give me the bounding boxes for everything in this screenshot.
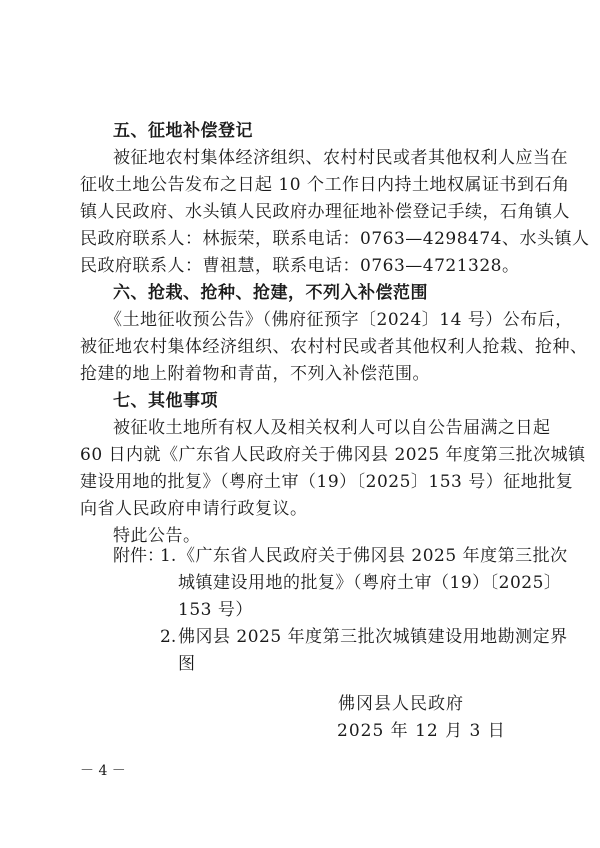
paragraph-line: 被征收土地所有权人及相关权利人可以自公告届满之日起 [113,418,551,438]
section-heading-5: 五、征地补偿登记 [113,121,253,141]
attachment-line: 《广东省人民政府关于佛冈县 2025 年度第三批次 [178,546,568,566]
paragraph-line: 建设用地的批复》（粤府土审（19）〔2025〕153 号）征地批复 [80,472,574,492]
page-number: － 4 － [80,763,126,779]
attachment-number: 2. [160,627,177,647]
paragraph-line: 民政府联系人：曹祖慧，联系电话：0763—4721328。 [80,256,520,276]
attachment-number: 1. [160,546,177,566]
attachment-line: 153 号） [178,600,253,620]
paragraph-line: 被征地农村集体经济组织、农村村民或者其他权利人应当在 [113,148,568,168]
paragraph-line: 向省人民政府申请行政复议。 [80,499,308,519]
attachment-line: 佛冈县 2025 年度第三批次城镇建设用地勘测定界 [178,627,568,647]
paragraph-line: 民政府联系人：林振荣，联系电话：0763—4298474、水头镇人 [80,229,590,249]
section-heading-7: 七、其他事项 [113,391,218,411]
attachment-line: 城镇建设用地的批复》（粤府土审（19）〔2025〕 [178,573,562,593]
attachment-line: 图 [178,654,196,674]
signature-org: 佛冈县人民政府 [338,694,464,714]
paragraph-line: 镇人民政府、水头镇人民政府办理征地补偿登记手续，石角镇人 [80,202,570,222]
paragraph-line: 《土地征收预公告》（佛府征预字〔2024〕14 号）公布后， [105,310,573,330]
closing-text: 特此公告。 [113,526,201,546]
section-heading-6: 六、抢栽、抢种、抢建，不列入补偿范围 [113,283,428,303]
signature-date: 2025 年 12 月 3 日 [337,721,506,741]
paragraph-line: 征收土地公告发布之日起 10 个工作日内持土地权属证书到石角 [80,175,570,195]
paragraph-line: 被征地农村集体经济组织、农村村民或者其他权利人抢栽、抢种、 [80,337,588,357]
paragraph-line: 抢建的地上附着物和青苗，不列入补偿范围。 [80,364,430,384]
attachments-label: 附件： [113,546,164,566]
paragraph-line: 60 日内就《广东省人民政府关于佛冈县 2025 年度第三批次城镇 [80,445,586,465]
